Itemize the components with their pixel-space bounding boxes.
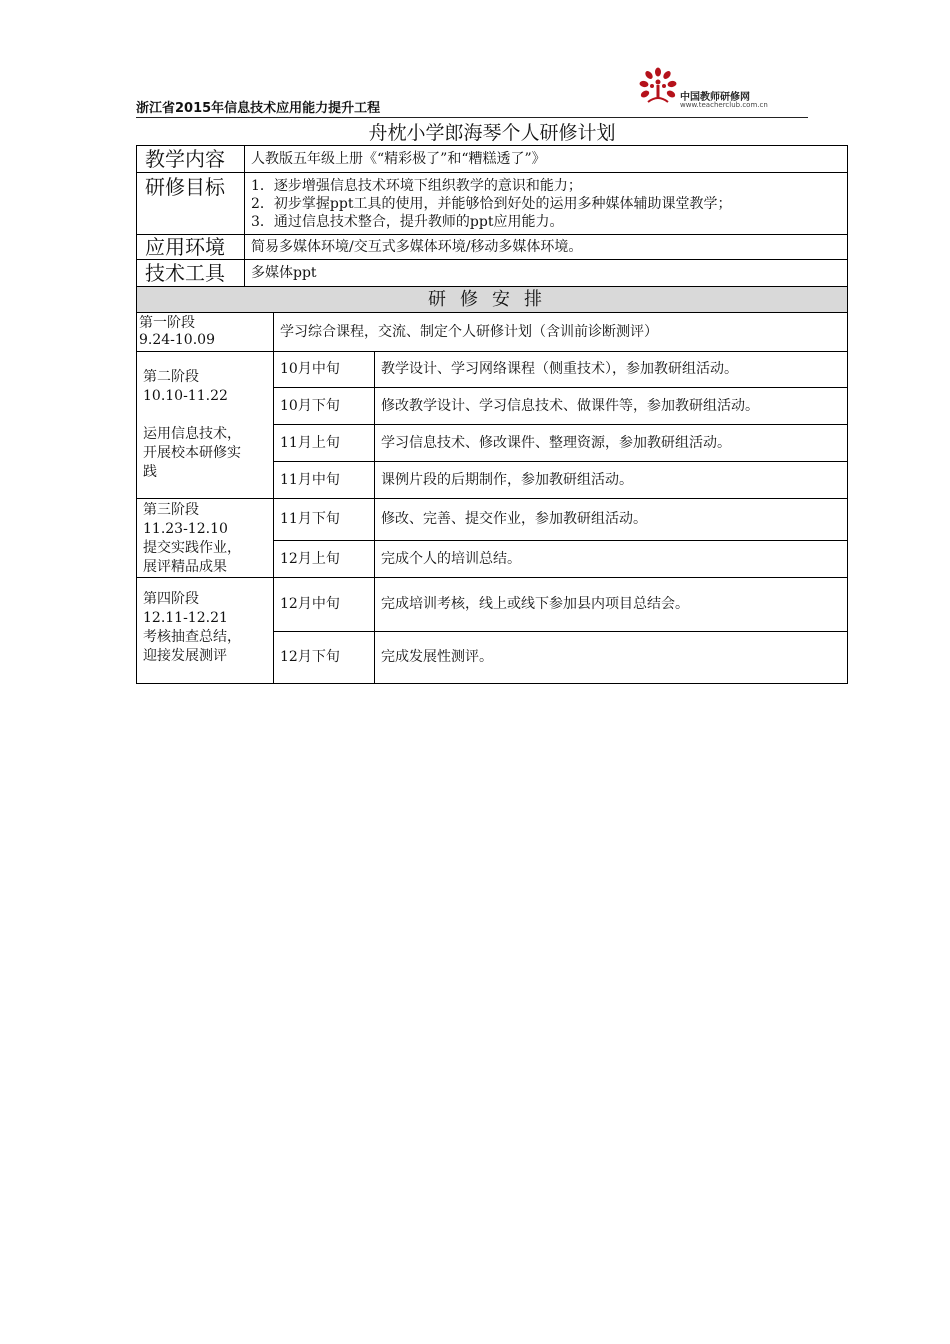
stage1-name: 第一阶段 — [139, 315, 195, 331]
teacherclub-logo — [636, 66, 786, 112]
schedule-task: 完成培训考核，线上或线下参加县内项目总结会。 — [375, 578, 848, 632]
env-value: 简易多媒体环境/交互式多媒体环境/移动多媒体环境。 — [245, 235, 848, 260]
tool-label: 技术工具 — [137, 260, 245, 287]
schedule-time: 11月上旬 — [274, 425, 375, 462]
schedule-row — [137, 578, 848, 632]
stage3-name: 第三阶段 — [143, 502, 199, 518]
stage4-desc: 考核抽查总结， — [143, 629, 241, 645]
stage2-name: 第二阶段 — [143, 369, 199, 385]
schedule-task: 修改教学设计、学习信息技术、做课件等，参加教研组活动。 — [375, 388, 848, 425]
schedule-task: 完成个人的培训总结。 — [375, 541, 848, 578]
content-row — [137, 146, 848, 173]
stage2-cell — [137, 352, 274, 499]
goal-item: 3．通过信息技术整合，提升教师的ppt应用能力。 — [251, 213, 564, 230]
project-title: 浙江省2015年信息技术应用能力提升工程 — [136, 101, 381, 116]
schedule-task: 学习信息技术、修改课件、整理资源，参加教研组活动。 — [375, 425, 848, 462]
stage2-desc: 开展校本研修实 — [143, 445, 241, 461]
arrangement-heading-row — [137, 287, 848, 313]
stage1-task: 学习综合课程，交流、制定个人研修计划（含训前诊断测评） — [274, 313, 848, 352]
schedule-time: 12月上旬 — [274, 541, 375, 578]
stage2-desc: 践 — [143, 464, 157, 480]
schedule-task: 完成发展性测评。 — [375, 632, 848, 684]
stage3-dates: 11.23-12.10 — [143, 521, 228, 537]
schedule-task: 课例片段的后期制作，参加教研组活动。 — [375, 462, 848, 499]
schedule-time: 10月下旬 — [274, 388, 375, 425]
logo-name: 中国教师研修网 — [680, 92, 750, 103]
stage2-dates: 10.10-11.22 — [143, 388, 228, 404]
schedule-row — [137, 499, 848, 541]
document-title: 舟枕小学郎海琴个人研修计划 — [368, 122, 616, 144]
schedule-time: 11月中旬 — [274, 462, 375, 499]
stage3-desc: 展评精品成果 — [143, 559, 227, 575]
stage3-cell — [137, 499, 274, 578]
tool-value: 多媒体ppt — [245, 260, 848, 287]
stage4-cell — [137, 578, 274, 684]
arrangement-heading: 研修安排 — [137, 287, 848, 313]
arrangement-table — [136, 286, 848, 684]
schedule-row — [137, 352, 848, 388]
goal-list — [245, 173, 848, 235]
schedule-time: 12月下旬 — [274, 632, 375, 684]
logo-flower-icon — [636, 66, 680, 110]
stage4-dates: 12.11-12.21 — [143, 610, 228, 626]
goal-label: 研修目标 — [137, 173, 245, 235]
stage1-cell — [137, 313, 274, 352]
schedule-time: 12月中旬 — [274, 578, 375, 632]
stage1-dates: 9.24-10.09 — [139, 332, 215, 348]
stage4-desc: 迎接发展测评 — [143, 648, 227, 664]
env-row — [137, 235, 848, 260]
info-table — [136, 145, 848, 287]
schedule-task: 修改、完善、提交作业，参加教研组活动。 — [375, 499, 848, 541]
goal-row — [137, 173, 848, 235]
goal-item: 2．初步掌握ppt工具的使用，并能够恰到好处的运用多种媒体辅助课堂教学； — [251, 195, 732, 212]
stage1-row — [137, 313, 848, 352]
stage3-desc: 提交实践作业， — [143, 540, 241, 556]
env-label: 应用环境 — [137, 235, 245, 260]
schedule-time: 11月下旬 — [274, 499, 375, 541]
goal-item: 1．逐步增强信息技术环境下组织教学的意识和能力； — [251, 177, 582, 194]
schedule-time: 10月中旬 — [274, 352, 375, 388]
page-header — [136, 62, 808, 120]
stage4-name: 第四阶段 — [143, 591, 199, 607]
schedule-task: 教学设计、学习网络课程（侧重技术），参加教研组活动。 — [375, 352, 848, 388]
tool-row — [137, 260, 848, 287]
content-label: 教学内容 — [137, 146, 245, 173]
content-value: 人教版五年级上册《“精彩极了”和“糟糕透了”》 — [245, 146, 848, 173]
stage2-desc: 运用信息技术， — [143, 426, 241, 442]
header-divider — [136, 117, 808, 118]
logo-url: www.teacherclub.com.cn — [680, 101, 768, 109]
